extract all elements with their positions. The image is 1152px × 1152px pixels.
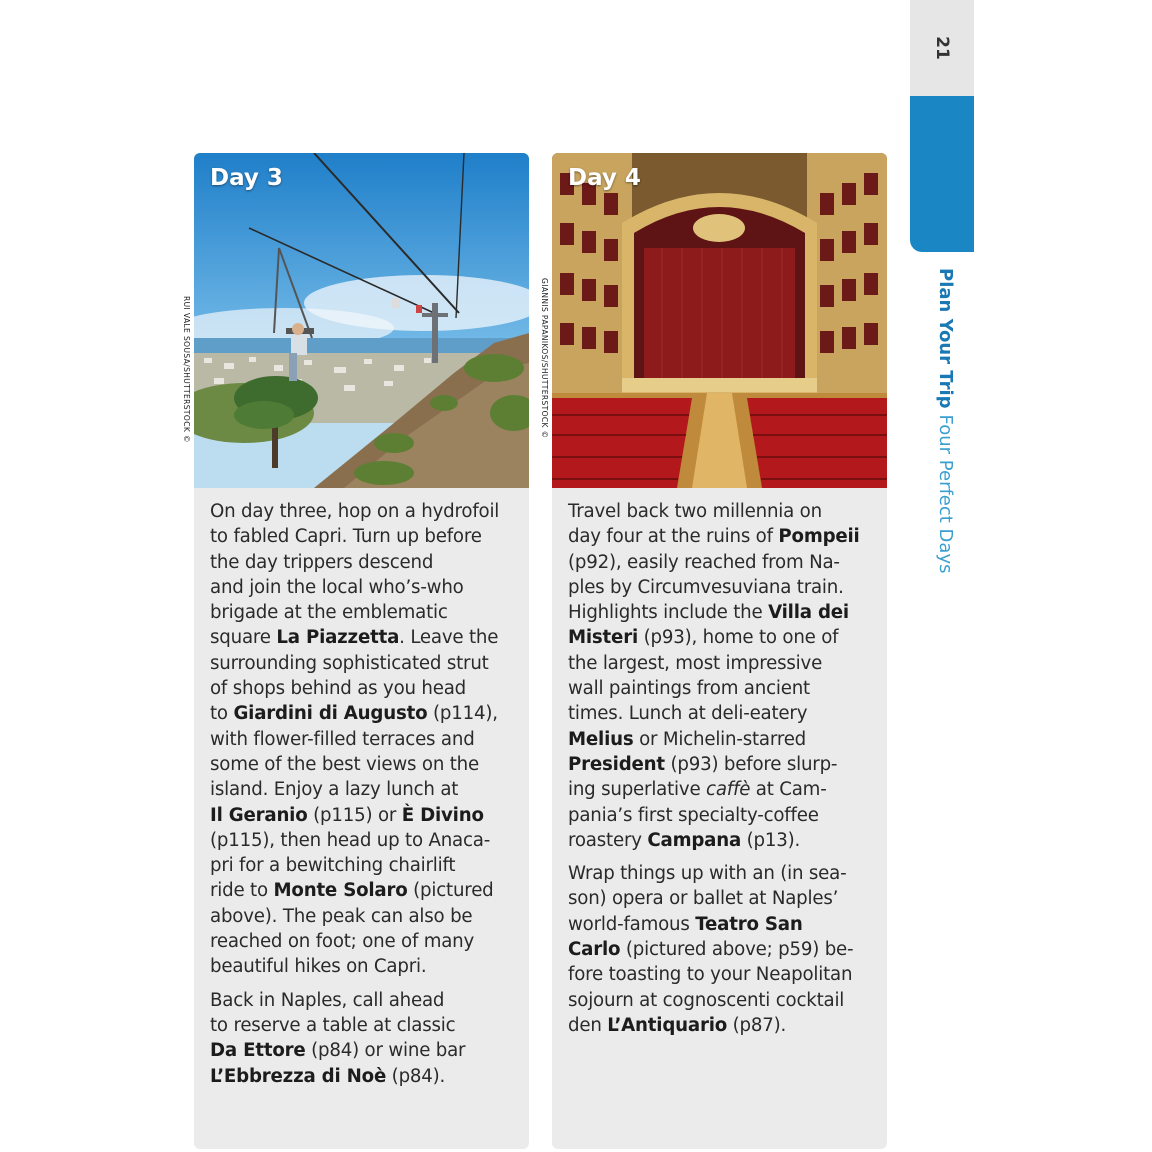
- text-run: Wrap things up with an (in sea-: [568, 863, 847, 885]
- text-run: pania’s first specialty-coffee: [568, 804, 819, 826]
- text-line: [210, 600, 520, 625]
- text-line: [210, 988, 520, 1013]
- text-run: den: [568, 1014, 608, 1036]
- theatre-photo: [552, 153, 887, 488]
- text-run: (p87).: [727, 1014, 787, 1036]
- text-run: island. Enjoy a lazy lunch at: [210, 779, 459, 801]
- text-run: world-famous: [568, 913, 696, 935]
- place-name: Teatro San: [695, 913, 803, 935]
- text-line: [568, 777, 878, 802]
- text-run: (pictured above; p59) be-: [620, 939, 854, 961]
- text-line: [568, 550, 878, 575]
- text-run: (p114),: [427, 703, 498, 725]
- text-run: some of the best views on the: [210, 753, 479, 775]
- text-line: [568, 727, 878, 752]
- text-run: (p93) before slurp-: [664, 753, 838, 775]
- text-line: [210, 499, 520, 524]
- text-line: [210, 803, 520, 828]
- text-run: times. Lunch at deli-eatery: [568, 703, 808, 725]
- text-line: [210, 727, 520, 752]
- text-run: (p84).: [386, 1065, 446, 1087]
- text-run: brigade at the emblematic: [210, 602, 448, 624]
- text-run: with flower-filled terraces and: [210, 728, 475, 750]
- day3-paragraph-2: [210, 988, 520, 1089]
- text-line: [210, 828, 520, 853]
- text-run: ride to: [210, 880, 274, 902]
- text-run: Back in Naples, call ahead: [210, 989, 445, 1011]
- place-name: Monte Solaro: [273, 880, 408, 902]
- text-line: [210, 1038, 520, 1063]
- text-run: (p92), easily reached from Na-: [568, 551, 840, 573]
- place-name: Giardini di Augusto: [233, 703, 428, 725]
- day3-title: Day 3: [210, 165, 283, 191]
- text-run: reached on foot; one of many: [210, 931, 475, 953]
- text-line: [568, 1013, 878, 1038]
- text-run: Highlights include the: [568, 602, 769, 624]
- place-name: Carlo: [568, 939, 621, 961]
- chairlift-photo: [194, 153, 529, 488]
- text-run: to reserve a table at classic: [210, 1014, 456, 1036]
- text-line: [210, 929, 520, 954]
- text-line: [568, 499, 878, 524]
- text-run: (p93), home to one of: [638, 627, 839, 649]
- text-line: [568, 912, 878, 937]
- chapter-title: Four Perfect Days: [935, 414, 956, 574]
- text-line: [568, 886, 878, 911]
- text-run: (p115) or: [307, 804, 402, 826]
- section-color-tab: [910, 96, 974, 252]
- text-run: at Cam-: [750, 779, 827, 801]
- text-run: or Michelin-starred: [633, 728, 807, 750]
- text-run: to fabled Capri. Turn up before: [210, 526, 482, 548]
- text-line: [568, 962, 878, 987]
- section-title: Plan Your Trip: [935, 268, 956, 409]
- text-run: the day trippers descend: [210, 551, 434, 573]
- page-number: 21: [931, 36, 952, 60]
- text-line: [568, 575, 878, 600]
- text-line: [210, 777, 520, 802]
- place-name: Campana: [647, 829, 742, 851]
- text-run: to: [210, 703, 234, 725]
- text-line: [568, 752, 878, 777]
- text-run: (p115), then head up to Anaca-: [210, 829, 491, 851]
- text-run: (p13).: [741, 829, 801, 851]
- text-line: [568, 524, 878, 549]
- text-line: [568, 861, 878, 886]
- day3-paragraph-1: [210, 499, 520, 980]
- place-name: Da Ettore: [210, 1040, 306, 1062]
- text-run: (p84) or wine bar: [305, 1040, 466, 1062]
- day3-card: [194, 153, 529, 1149]
- day4-paragraph-1: [568, 499, 878, 853]
- day4-paragraph-2: [568, 861, 878, 1038]
- photo-credit-day4: GIANNIS PAPANIKOS/SHUTTERSTOCK ©: [540, 278, 549, 439]
- text-run: ing superlative: [568, 779, 707, 801]
- text-run: . Leave the: [399, 627, 499, 649]
- place-name: Melius: [568, 728, 634, 750]
- place-name: L’Antiquario: [607, 1014, 728, 1036]
- text-run: day four at the ruins of: [568, 526, 779, 548]
- text-run: (pictured: [407, 880, 494, 902]
- text-run: wall paintings from ancient: [568, 678, 810, 700]
- text-run: fore toasting to your Neapolitan: [568, 964, 853, 986]
- text-line: [568, 828, 878, 853]
- text-line: [568, 937, 878, 962]
- text-line: [210, 550, 520, 575]
- text-line: [210, 524, 520, 549]
- text-run: Travel back two millennia on: [568, 501, 822, 522]
- text-line: [568, 676, 878, 701]
- text-line: [210, 625, 520, 650]
- day4-card: [552, 153, 887, 1149]
- text-line: [210, 752, 520, 777]
- text-line: [210, 904, 520, 929]
- text-run: roastery: [568, 829, 648, 851]
- text-run: caffè: [706, 779, 751, 801]
- place-name: Villa dei: [768, 602, 849, 624]
- text-line: [568, 600, 878, 625]
- text-run: pri for a bewitching chairlift: [210, 855, 456, 877]
- text-line: [210, 878, 520, 903]
- text-run: and join the local who’s-who: [210, 576, 464, 598]
- text-line: [210, 1013, 520, 1038]
- photo-credit-day3: RUI VALE SOUSA/SHUTTERSTOCK ©: [182, 296, 191, 443]
- text-run: of shops behind as you head: [210, 678, 467, 700]
- text-run: above). The peak can also be: [210, 905, 473, 927]
- place-name: Misteri: [568, 627, 638, 649]
- text-line: [210, 701, 520, 726]
- text-run: sojourn at cognoscenti cocktail: [568, 989, 845, 1011]
- text-line: [210, 853, 520, 878]
- text-line: [568, 701, 878, 726]
- text-run: beautiful hikes on Capri.: [210, 956, 427, 978]
- text-run: son) opera or ballet at Naples’: [568, 888, 839, 910]
- day4-title: Day 4: [568, 165, 641, 191]
- place-name: L’Ebbrezza di Noè: [210, 1065, 387, 1087]
- text-run: ples by Circumvesuviana train.: [568, 576, 844, 598]
- text-line: [210, 651, 520, 676]
- text-line: [210, 954, 520, 979]
- text-run: square: [210, 627, 277, 649]
- text-line: [210, 575, 520, 600]
- text-run: On day three, hop on a hydrofoil: [210, 501, 500, 522]
- text-run: surrounding sophisticated strut: [210, 652, 489, 674]
- page-number-tab: [910, 0, 974, 96]
- text-line: [210, 676, 520, 701]
- day4-text: [568, 499, 878, 1046]
- place-name: Pompeii: [778, 526, 860, 548]
- text-line: [568, 651, 878, 676]
- place-name: È Divino: [401, 804, 484, 826]
- place-name: President: [568, 753, 665, 775]
- text-run: the largest, most impressive: [568, 652, 823, 674]
- text-line: [568, 803, 878, 828]
- text-line: [210, 1064, 520, 1089]
- place-name: La Piazzetta: [276, 627, 400, 649]
- section-label: [920, 268, 960, 608]
- day3-text: [210, 499, 520, 1097]
- text-line: [568, 625, 878, 650]
- place-name: Il Geranio: [210, 804, 308, 826]
- text-line: [568, 988, 878, 1013]
